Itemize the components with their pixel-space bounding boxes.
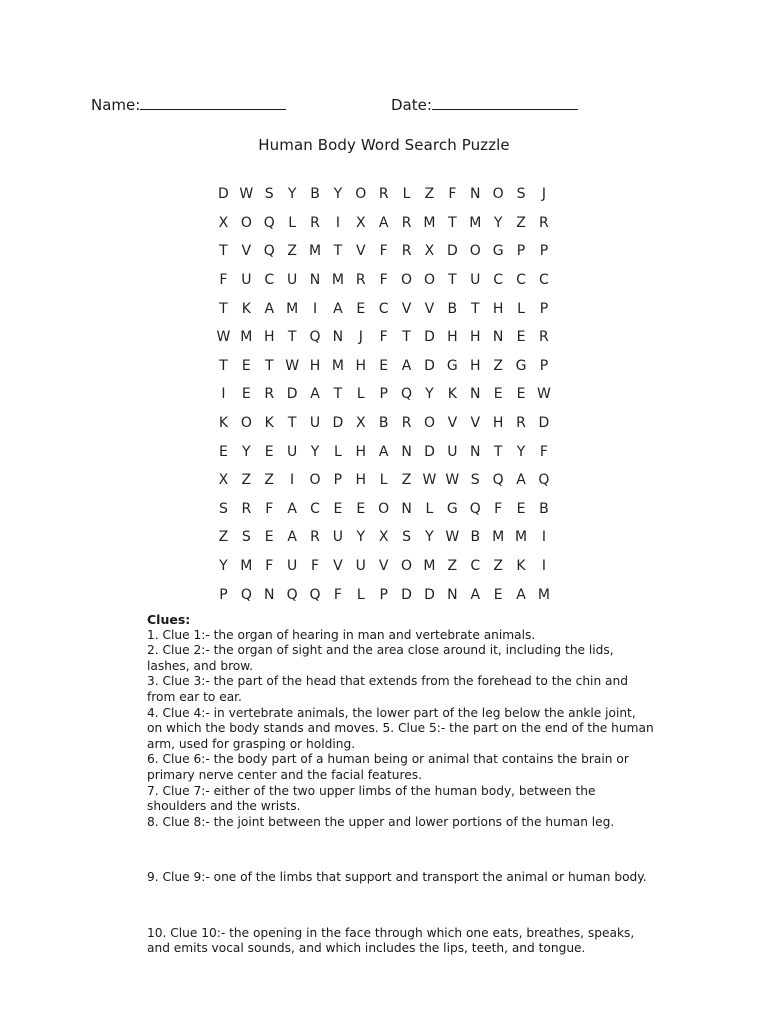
grid-letter[interactable]: A — [287, 529, 297, 546]
grid-letter[interactable]: A — [264, 300, 275, 317]
grid-letter[interactable]: H — [492, 300, 504, 317]
grid-letter[interactable]: L — [402, 186, 411, 203]
grid-letter[interactable]: R — [401, 214, 412, 231]
grid-letter[interactable]: W — [445, 529, 460, 546]
grid-letter[interactable]: Z — [401, 472, 412, 489]
name-field[interactable] — [91, 94, 286, 114]
grid-letter[interactable]: F — [265, 558, 274, 575]
grid-letter[interactable]: T — [333, 243, 343, 260]
grid-letter[interactable]: T — [264, 357, 274, 374]
grid-letter[interactable]: U — [286, 272, 298, 289]
grid-letter[interactable]: S — [219, 500, 228, 517]
grid-letter[interactable]: G — [492, 243, 504, 260]
grid-letter[interactable]: A — [287, 500, 297, 517]
grid-letter[interactable]: O — [355, 186, 367, 203]
grid-letter[interactable]: R — [539, 214, 549, 231]
grid-row — [212, 495, 558, 524]
grid-letter[interactable]: M — [286, 300, 299, 317]
grid-letter[interactable]: W — [216, 329, 231, 346]
grid-letter[interactable]: H — [355, 357, 367, 374]
grid-letter[interactable]: L — [425, 500, 434, 517]
grid-letter[interactable]: Q — [240, 586, 252, 603]
grid-letter[interactable]: A — [333, 300, 343, 317]
clue-spacer — [147, 898, 687, 914]
grid-letter[interactable]: Q — [263, 214, 275, 231]
grid-letter[interactable]: H — [355, 443, 367, 460]
grid-letter[interactable]: F — [219, 272, 228, 289]
grid-letter[interactable]: U — [241, 272, 252, 289]
grid-letter[interactable]: N — [263, 586, 275, 603]
grid-letter[interactable]: T — [219, 300, 228, 317]
grid-letter[interactable]: Z — [493, 357, 503, 374]
grid-letter[interactable]: D — [332, 415, 344, 432]
grid-letter[interactable]: N — [470, 186, 481, 203]
grid-letter[interactable]: Y — [516, 443, 526, 460]
grid-letter[interactable]: S — [470, 472, 480, 489]
grid-letter[interactable]: N — [492, 329, 504, 346]
grid-letter[interactable]: Z — [218, 529, 229, 546]
grid-letter[interactable]: H — [492, 415, 504, 432]
grid-letter[interactable]: R — [516, 415, 526, 432]
grid-letter[interactable]: I — [541, 558, 546, 575]
grid-letter[interactable]: K — [447, 386, 457, 403]
grid-letter[interactable]: H — [469, 329, 481, 346]
grid-letter[interactable]: O — [401, 272, 413, 289]
grid-letter[interactable]: U — [355, 558, 366, 575]
grid-letter[interactable]: N — [470, 443, 481, 460]
grid-letter[interactable]: O — [378, 500, 390, 517]
grid-letter[interactable]: I — [221, 386, 226, 403]
grid-letter[interactable]: Y — [242, 443, 251, 460]
grid-letter[interactable]: Q — [401, 386, 413, 403]
grid-letter[interactable]: U — [286, 443, 298, 460]
grid-letter[interactable]: D — [286, 386, 298, 403]
grid-letter[interactable]: W — [422, 472, 437, 489]
grid-letter[interactable]: T — [402, 329, 411, 346]
grid-letter[interactable]: T — [470, 300, 480, 317]
grid-letter[interactable]: E — [516, 386, 526, 403]
grid-letter[interactable]: C — [539, 272, 549, 289]
grid-letter[interactable]: E — [379, 357, 389, 374]
grid-letter[interactable]: H — [447, 329, 458, 346]
grid-letter[interactable]: E — [493, 586, 503, 603]
grid-letter[interactable]: M — [514, 529, 528, 546]
grid-letter[interactable]: C — [264, 272, 275, 289]
grid-letter[interactable]: R — [310, 529, 320, 546]
grid-letter[interactable]: Q — [286, 586, 298, 603]
grid-letter[interactable]: K — [241, 300, 251, 317]
grid-letter[interactable]: L — [288, 214, 297, 231]
grid-letter[interactable]: T — [287, 415, 297, 432]
grid-letter[interactable]: A — [470, 586, 481, 603]
grid-letter[interactable]: X — [355, 214, 366, 231]
grid-letter[interactable]: Q — [309, 329, 321, 346]
grid-letter[interactable]: T — [448, 272, 457, 289]
grid-letter[interactable]: L — [356, 386, 365, 403]
grid-row — [212, 237, 558, 266]
grid-letter[interactable]: E — [516, 500, 526, 517]
grid-letter[interactable]: I — [312, 300, 318, 317]
grid-letter[interactable]: A — [516, 472, 526, 489]
word-search-grid — [212, 180, 558, 609]
grid-letter[interactable]: X — [378, 529, 389, 546]
grid-letter[interactable]: V — [241, 243, 252, 260]
grid-letter[interactable]: M — [423, 214, 436, 231]
grid-row — [212, 409, 558, 438]
grid-letter[interactable]: C — [516, 272, 526, 289]
grid-letter[interactable]: U — [309, 415, 321, 432]
grid-letter[interactable]: M — [492, 529, 505, 546]
clue-line: 10. Clue 10:- the opening in the face through which one eats, breathes, speaks, — [147, 925, 635, 940]
grid-letter[interactable]: E — [333, 500, 343, 517]
grid-row — [212, 466, 558, 495]
grid-letter[interactable]: W — [536, 386, 551, 403]
clue-line: 6. Clue 6:- the body part of a human being or animal that contains the brain or — [147, 752, 629, 767]
grid-letter[interactable]: U — [286, 558, 298, 575]
grid-letter[interactable]: O — [240, 214, 252, 231]
grid-letter[interactable]: Q — [538, 472, 550, 489]
grid-letter[interactable]: B — [539, 500, 549, 517]
grid-letter[interactable]: L — [379, 472, 388, 489]
grid-letter[interactable]: H — [263, 329, 275, 346]
grid-letter[interactable]: R — [310, 214, 320, 231]
grid-letter[interactable]: E — [241, 386, 251, 403]
grid-letter[interactable]: H — [469, 357, 481, 374]
grid-letter[interactable]: O — [240, 415, 252, 432]
grid-letter[interactable]: Z — [493, 558, 503, 575]
grid-letter[interactable]: V — [378, 558, 389, 575]
grid-letter[interactable]: Y — [425, 529, 434, 546]
grid-letter[interactable]: A — [378, 443, 389, 460]
grid-letter[interactable]: Z — [516, 214, 526, 231]
grid-letter[interactable]: U — [470, 272, 481, 289]
grid-letter[interactable]: T — [333, 386, 343, 403]
grid-letter[interactable]: Q — [263, 243, 275, 260]
clue-spacer — [147, 843, 687, 859]
grid-letter[interactable]: I — [290, 472, 295, 489]
grid-letter[interactable]: T — [219, 357, 228, 374]
grid-row — [212, 323, 558, 352]
grid-letter[interactable]: R — [241, 500, 252, 517]
grid-letter[interactable]: Q — [309, 586, 321, 603]
grid-letter[interactable]: T — [287, 329, 297, 346]
grid-letter[interactable]: T — [219, 243, 228, 260]
grid-letter[interactable]: F — [494, 500, 503, 517]
grid-letter[interactable]: D — [218, 186, 229, 203]
grid-letter[interactable]: O — [401, 558, 413, 575]
grid-letter[interactable]: T — [493, 443, 503, 460]
grid-letter[interactable]: R — [401, 243, 412, 260]
grid-letter[interactable]: Y — [425, 386, 434, 403]
clue-line: 1. Clue 1:- the organ of hearing in man and vertebrate animals. — [147, 627, 536, 642]
grid-letter[interactable]: E — [219, 443, 228, 460]
clue-line: lashes, and brow. — [147, 658, 253, 673]
date-field[interactable] — [391, 94, 578, 114]
grid-letter[interactable]: Y — [287, 186, 297, 203]
grid-letter[interactable]: G — [515, 357, 527, 374]
date-label: Date: — [391, 96, 432, 114]
grid-letter[interactable]: P — [219, 586, 228, 603]
grid-letter[interactable]: N — [401, 443, 412, 460]
clue-line: primary nerve center and the facial features. — [147, 767, 422, 782]
grid-letter[interactable]: S — [264, 186, 274, 203]
grid-letter[interactable]: E — [241, 357, 251, 374]
grid-letter[interactable]: Q — [492, 472, 504, 489]
grid-letter[interactable]: L — [356, 586, 365, 603]
grid-row — [212, 180, 558, 209]
grid-letter[interactable]: F — [379, 243, 388, 260]
name-blank-line[interactable] — [140, 94, 286, 110]
grid-letter[interactable]: I — [335, 214, 340, 231]
grid-letter[interactable]: S — [402, 529, 412, 546]
grid-letter[interactable]: I — [541, 529, 546, 546]
grid-letter[interactable]: N — [309, 272, 321, 289]
grid-letter[interactable]: F — [448, 186, 457, 203]
grid-letter[interactable]: H — [355, 472, 367, 489]
grid-letter[interactable]: P — [539, 300, 549, 317]
grid-letter[interactable]: R — [539, 329, 549, 346]
grid-letter[interactable]: E — [356, 300, 366, 317]
grid-letter[interactable]: M — [423, 558, 436, 575]
grid-letter[interactable]: R — [355, 272, 366, 289]
grid-letter[interactable]: J — [358, 329, 363, 346]
grid-letter[interactable]: D — [538, 415, 550, 432]
grid-letter[interactable]: B — [310, 186, 320, 203]
grid-letter[interactable]: D — [446, 243, 458, 260]
grid-letter[interactable]: D — [424, 443, 435, 460]
grid-letter[interactable]: E — [516, 329, 526, 346]
grid-letter[interactable]: M — [240, 329, 253, 346]
grid-letter[interactable]: P — [379, 586, 388, 603]
grid-row — [212, 523, 558, 552]
clues-section — [147, 612, 687, 957]
grid-letter[interactable]: X — [424, 243, 435, 260]
clue-line: 9. Clue 9:- one of the limbs that support and transport the animal or human body. — [147, 870, 647, 885]
grid-letter[interactable]: F — [379, 329, 388, 346]
grid-letter[interactable]: M — [537, 586, 550, 603]
clues-heading: Clues: — [147, 612, 191, 627]
grid-letter[interactable]: D — [424, 586, 435, 603]
grid-row — [212, 437, 558, 466]
grid-row — [212, 294, 558, 323]
grid-letter[interactable]: C — [493, 272, 504, 289]
grid-letter[interactable]: H — [309, 357, 321, 374]
grid-letter[interactable]: M — [331, 357, 344, 374]
clue-line: on which the body stands and moves. 5. Clue 5:- the part on the end of the human — [147, 721, 654, 736]
grid-row — [212, 552, 558, 581]
grid-letter[interactable]: Z — [241, 472, 252, 489]
clue-line: 8. Clue 8:- the joint between the upper and lower portions of the human leg. — [147, 814, 615, 829]
grid-letter[interactable]: Y — [219, 558, 228, 575]
grid-letter[interactable]: L — [333, 443, 342, 460]
grid-letter[interactable]: E — [356, 500, 366, 517]
grid-letter[interactable]: U — [447, 443, 458, 460]
grid-letter[interactable]: P — [379, 386, 388, 403]
grid-letter[interactable]: Z — [287, 243, 297, 260]
grid-letter[interactable]: A — [310, 386, 320, 403]
grid-letter[interactable]: O — [309, 472, 321, 489]
grid-letter[interactable]: B — [470, 529, 481, 546]
name-label: Name: — [91, 96, 141, 114]
grid-letter[interactable]: Y — [493, 214, 503, 231]
grid-letter[interactable]: V — [356, 243, 366, 260]
grid-letter[interactable]: O — [492, 186, 504, 203]
grid-letter[interactable]: P — [333, 472, 343, 489]
grid-letter[interactable]: O — [423, 272, 435, 289]
clue-line: 3. Clue 3:- the part of the head that extends from the forehead to the chin and — [147, 674, 628, 689]
grid-letter[interactable]: F — [310, 558, 320, 575]
grid-letter[interactable]: X — [218, 214, 229, 231]
page-title: Human Body Word Search Puzzle — [258, 136, 510, 154]
grid-row — [212, 266, 558, 295]
grid-letter[interactable]: N — [332, 329, 344, 346]
clue-line: shoulders and the wrists. — [147, 799, 301, 814]
grid-letter[interactable]: V — [333, 558, 343, 575]
grid-letter[interactable]: U — [332, 529, 344, 546]
grid-letter[interactable]: S — [516, 186, 526, 203]
grid-letter[interactable]: A — [378, 214, 389, 231]
grid-letter[interactable]: N — [447, 586, 458, 603]
grid-row — [212, 380, 558, 409]
grid-letter[interactable]: D — [424, 357, 435, 374]
grid-letter[interactable]: L — [517, 300, 525, 317]
clue-line: arm, used for grasping or holding. — [147, 736, 356, 751]
grid-letter[interactable]: P — [539, 243, 549, 260]
grid-letter[interactable]: K — [264, 415, 274, 432]
grid-letter[interactable]: C — [378, 300, 389, 317]
clue-line: 4. Clue 4:- in vertebrate animals, the lower part of the leg below the ankle joint, — [147, 705, 636, 720]
grid-letter[interactable]: O — [469, 243, 481, 260]
clue-line: 2. Clue 2:- the organ of sight and the area close around it, including the lids, — [147, 643, 614, 658]
grid-letter[interactable]: M — [331, 272, 344, 289]
grid-letter[interactable]: X — [355, 415, 366, 432]
grid-letter[interactable]: A — [401, 357, 412, 374]
grid-letter[interactable]: O — [423, 415, 435, 432]
grid-letter[interactable]: M — [240, 558, 253, 575]
grid-letter[interactable]: T — [448, 214, 457, 231]
grid-letter[interactable]: V — [470, 415, 481, 432]
grid-letter[interactable]: R — [378, 186, 389, 203]
grid-letter[interactable]: E — [264, 529, 274, 546]
grid-letter[interactable]: G — [446, 500, 458, 517]
grid-letter[interactable]: N — [470, 386, 481, 403]
grid-letter[interactable]: N — [401, 500, 412, 517]
grid-letter[interactable]: Q — [469, 500, 481, 517]
clue-line: from ear to ear. — [147, 689, 242, 704]
grid-letter[interactable]: Y — [310, 443, 320, 460]
header-row — [91, 94, 611, 118]
grid-letter[interactable]: Z — [264, 472, 275, 489]
grid-letter[interactable]: D — [424, 329, 435, 346]
grid-letter[interactable]: B — [378, 415, 389, 432]
grid-letter[interactable]: W — [239, 186, 254, 203]
grid-letter[interactable]: V — [424, 300, 435, 317]
grid-letter[interactable]: M — [308, 243, 322, 260]
grid-row — [212, 352, 558, 381]
grid-letter[interactable]: A — [516, 586, 526, 603]
grid-letter[interactable]: Y — [333, 186, 343, 203]
grid-letter[interactable]: F — [333, 586, 342, 603]
grid-letter[interactable]: W — [285, 357, 300, 374]
grid-letter[interactable]: F — [539, 443, 548, 460]
grid-letter[interactable]: M — [469, 214, 482, 231]
grid-row — [212, 580, 558, 609]
grid-row — [212, 209, 558, 238]
grid-letter[interactable]: Z — [447, 558, 458, 575]
grid-letter[interactable]: Z — [424, 186, 435, 203]
grid-letter[interactable]: D — [401, 586, 412, 603]
grid-letter[interactable]: Y — [356, 529, 366, 546]
grid-letter[interactable]: E — [264, 443, 274, 460]
grid-letter[interactable]: R — [264, 386, 275, 403]
grid-letter[interactable]: P — [539, 357, 549, 374]
grid-letter[interactable]: F — [379, 272, 388, 289]
grid-letter[interactable]: R — [401, 415, 412, 432]
date-blank-line[interactable] — [432, 94, 578, 110]
grid-letter[interactable]: V — [401, 300, 412, 317]
grid-letter[interactable]: E — [493, 386, 503, 403]
grid-letter[interactable]: C — [470, 558, 481, 575]
clue-line: and emits vocal sounds, and which includes the lips, teeth, and tongue. — [147, 941, 586, 956]
grid-letter[interactable]: V — [447, 415, 458, 432]
grid-letter[interactable]: K — [218, 415, 229, 432]
grid-letter[interactable]: S — [241, 529, 251, 546]
grid-letter[interactable]: X — [218, 472, 229, 489]
grid-letter[interactable]: F — [265, 500, 274, 517]
clue-line: 7. Clue 7:- either of the two upper limbs of the human body, between the — [147, 783, 596, 798]
grid-letter[interactable]: C — [310, 500, 320, 517]
grid-letter[interactable]: W — [445, 472, 460, 489]
grid-letter[interactable]: G — [446, 357, 458, 374]
grid-letter[interactable]: K — [516, 558, 526, 575]
grid-letter[interactable]: P — [516, 243, 526, 260]
grid-letter[interactable]: J — [541, 186, 546, 203]
grid-letter[interactable]: B — [447, 300, 458, 317]
